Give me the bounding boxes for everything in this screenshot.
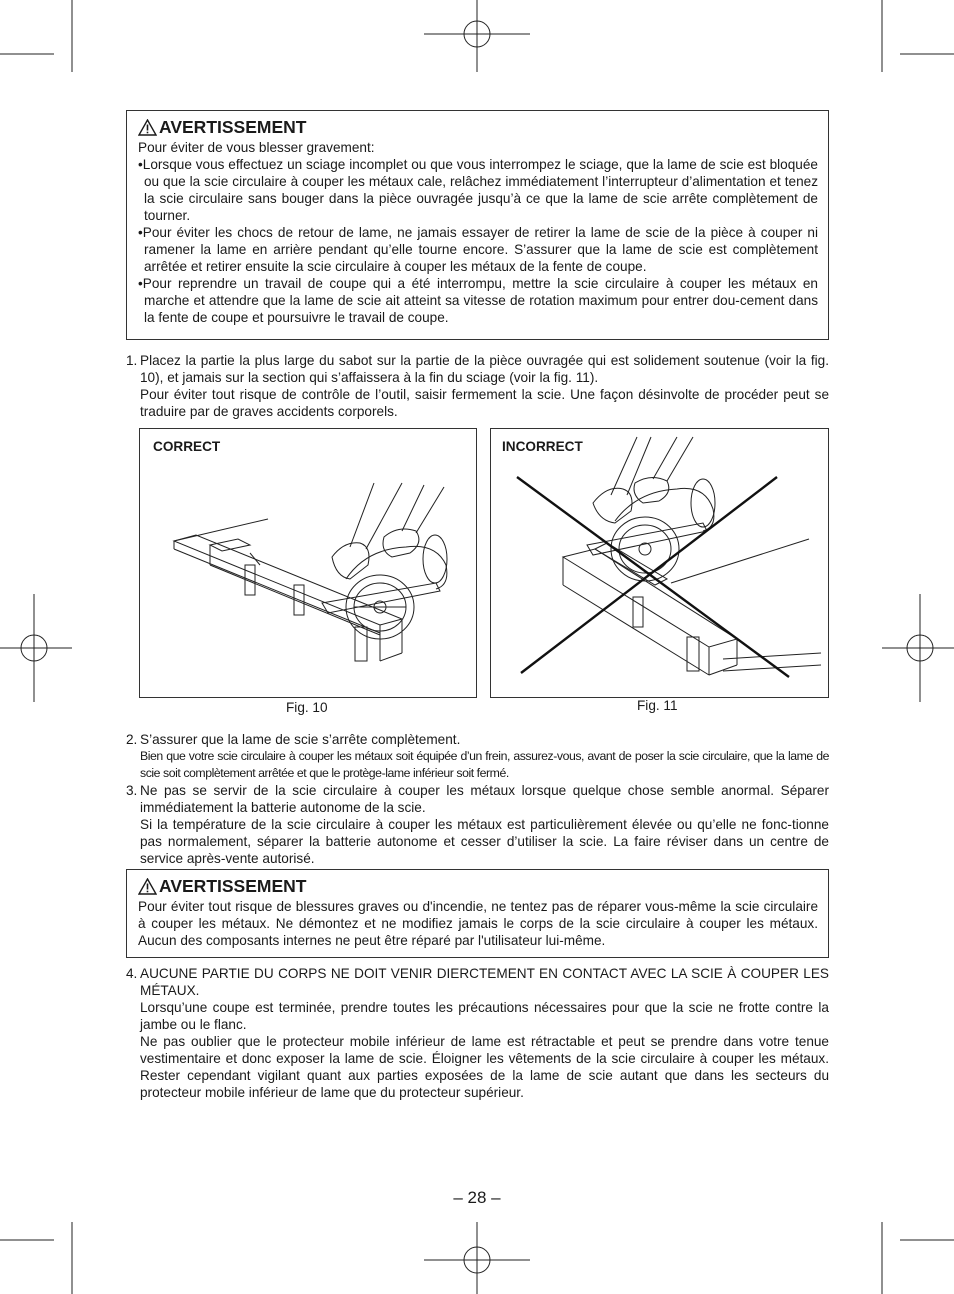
page-number: – 28 – bbox=[453, 1188, 501, 1207]
warning-box-1 bbox=[126, 110, 829, 340]
item-text: Ne pas oublier que le protecteur mobile inférieur de lame est rétractable et peut se prendre dans votre tenue vestimentaire et donc exposer la lame de scie. Éloigner les vêtements de la scie circulaire à couper les métaux. Rester cependant vigilant quant aux parties exposées de la lame de scie autant que dans les secteurs du protecteur mobile inférieur de lame que du protecteur supérieur. bbox=[140, 1034, 829, 1100]
warning-bullet: •Pour éviter les chocs de retour de lame, ne jamais essayer de retirer la lame de scie de la pièce à couper ni ramener la lame en arrière pendant qu’elle tourne encore. S’assurer que la lame de scie est complètement arrêtée et retirer ensuite la scie circulaire à couper les métaux de la fente de coupe. bbox=[138, 225, 818, 274]
figure-10 bbox=[139, 428, 477, 698]
item-text: Placez la partie la plus large du sabot sur la partie de la pièce ouvragée qui est solidement soutenue (voir la fig. 10), et jamais sur la section qui s’affaissera à la fin du sciage (voir la fig. 11). bbox=[140, 353, 829, 385]
warning-triangle-icon bbox=[138, 119, 157, 136]
warning-title bbox=[138, 117, 818, 137]
figure-caption-10: Fig. 10 bbox=[286, 700, 328, 715]
figures-row bbox=[126, 428, 829, 728]
item-number: 4. bbox=[126, 966, 138, 981]
figure-label-incorrect: INCORRECT bbox=[502, 439, 583, 454]
figure-11 bbox=[490, 428, 829, 698]
item-number: 2. bbox=[126, 732, 138, 747]
item-text: Bien que votre scie circulaire à couper les métaux soit équipée d’un frein, assurez-vous, avant de poser la scie circulaire, que la lame de scie soit complètement arrêtée et que le protège-lame inférieur soit fermé. bbox=[140, 749, 829, 780]
item-text: Si la température de la scie circulaire à couper les métaux est particulièrement élevée ou qu’elle ne fonc-tionne pas normalement, séparer la batterie autonome et cesser d’utiliser la scie. La faire réviser dans un centre de service après-vente autorisé. bbox=[140, 817, 829, 866]
instruction-item-2 bbox=[126, 731, 829, 782]
instruction-item-4 bbox=[126, 965, 829, 1101]
figure-caption-11: Fig. 11 bbox=[637, 698, 678, 713]
warning-title bbox=[138, 876, 818, 896]
item-text: AUCUNE PARTIE DU CORPS NE DOIT VENIR DIERCTEMENT EN CONTACT AVEC LA SCIE À COUPER LES MÉTAUX. bbox=[140, 966, 829, 998]
figure-label-correct: CORRECT bbox=[153, 439, 221, 454]
warning-title-text: AVERTISSEMENT bbox=[159, 117, 307, 137]
item-text: Lorsqu’une coupe est terminée, prendre toutes les précautions nécessaires pour que la scie ne frotte contre la jambe ou le flanc. bbox=[140, 1000, 829, 1032]
incorrect-cross-icon bbox=[517, 477, 789, 677]
warning-box-2 bbox=[126, 869, 829, 958]
item-text: Ne pas se servir de la scie circulaire à couper les métaux lorsque quelque chose semble anormal. Séparer immédiatement la batterie autonome de la scie. bbox=[140, 783, 829, 815]
warning-triangle-icon bbox=[138, 878, 157, 895]
item-number: 3. bbox=[126, 783, 138, 798]
item-text: Pour éviter tout risque de contrôle de l’outil, saisir fermement la scie. Une façon désinvolte de procéder peut se traduire par de graves accidents corporels. bbox=[140, 387, 829, 419]
saw-incorrect-illustration bbox=[491, 429, 828, 697]
instruction-item-3 bbox=[126, 782, 829, 867]
instruction-item-1 bbox=[126, 352, 829, 420]
item-text: S’assurer que la lame de scie s’arrête complètement. bbox=[140, 732, 461, 747]
warning-intro: Pour éviter de vous blesser gravement: bbox=[138, 140, 375, 155]
warning-bullet: •Lorsque vous effectuez un sciage incomplet ou que vous interrompez le sciage, que la lame de scie est bloquée ou que la scie circulaire à couper les métaux cale, relâchez immédiatement l’interrupteur d’alimentation et tenez la scie circulaire sans bouger dans la pièce ouvragée jusqu’à ce que la lame de scie arrête complètement de tourner. bbox=[138, 157, 818, 223]
saw-correct-illustration bbox=[140, 429, 476, 697]
warning-text: Pour éviter tout risque de blessures graves ou d'incendie, ne tentez pas de réparer vous-même la scie circulaire à couper les métaux. Ne démontez et ne modifiez jamais le corps de la scie circulaire à couper les métaux. Aucun des composants internes ne peut être réparé par l'utilisateur lui-même. bbox=[138, 899, 818, 948]
page-content bbox=[126, 110, 829, 1101]
warning-bullet: •Pour reprendre un travail de coupe qui a été interrompu, mettre la scie circulaire à couper les métaux en marche et attendre que la lame de scie ait atteint sa vitesse de rotation maximum pour entrer dou-cement dans la fente de coupe et poursuivre le travail de coupe. bbox=[138, 276, 818, 325]
item-number: 1. bbox=[126, 353, 138, 368]
warning-title-text: AVERTISSEMENT bbox=[159, 876, 307, 896]
